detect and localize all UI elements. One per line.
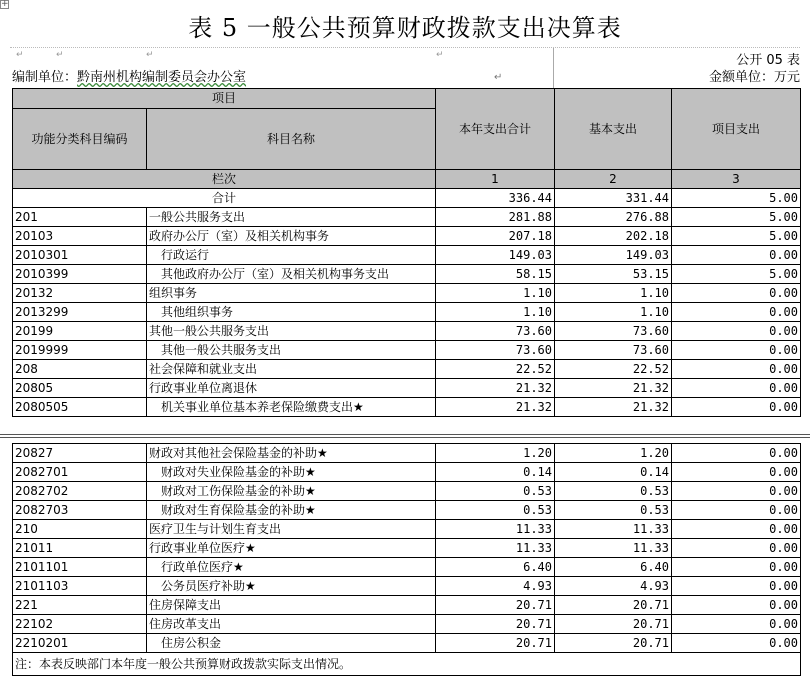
row-total: 4.93 xyxy=(436,577,555,596)
page-break-divider xyxy=(0,434,810,438)
expenditure-table-top xyxy=(12,88,801,417)
row-code: 2082701 xyxy=(13,463,147,482)
row-code: 20132 xyxy=(13,284,147,303)
header-code: 功能分类科目编码 xyxy=(13,109,147,170)
row-basic: 4.93 xyxy=(555,577,672,596)
row-basic: 73.60 xyxy=(555,322,672,341)
row-project: 0.00 xyxy=(672,379,801,398)
blank-guide-row: ↵ ↵ ↵ ↵ xyxy=(10,47,800,68)
header-seq-1: 1 xyxy=(436,170,555,189)
row-code: 20827 xyxy=(13,444,147,463)
row-code: 2080505 xyxy=(13,398,147,417)
total-basic: 331.44 xyxy=(555,189,672,208)
row-project: 0.00 xyxy=(672,444,801,463)
table-row xyxy=(13,596,801,615)
row-total: 1.10 xyxy=(436,284,555,303)
table-row xyxy=(13,284,801,303)
header-total: 本年支出合计 xyxy=(436,89,555,170)
table-move-handle-icon[interactable]: + xyxy=(1,0,9,9)
row-code: 2010301 xyxy=(13,246,147,265)
page-title: 表 5 一般公共预算财政拨款支出决算表 xyxy=(188,14,622,42)
row-project: 0.00 xyxy=(672,501,801,520)
row-name: 财政对失业保险基金的补助★ xyxy=(147,463,436,482)
table-row xyxy=(13,634,801,653)
row-name: 其他一般公共服务支出 xyxy=(147,341,436,360)
row-name: 公务员医疗补助★ xyxy=(147,577,436,596)
row-project: 0.00 xyxy=(672,398,801,417)
row-basic: 22.52 xyxy=(555,360,672,379)
row-total: 73.60 xyxy=(436,341,555,360)
row-code: 20805 xyxy=(13,379,147,398)
row-basic: 73.60 xyxy=(555,341,672,360)
row-basic: 1.10 xyxy=(555,303,672,322)
row-code: 2019999 xyxy=(13,341,147,360)
row-code: 21011 xyxy=(13,539,147,558)
row-total: 20.71 xyxy=(436,634,555,653)
row-total: 22.52 xyxy=(436,360,555,379)
row-basic: 20.71 xyxy=(555,615,672,634)
row-name: 行政事业单位医疗★ xyxy=(147,539,436,558)
header-seq-label: 栏次 xyxy=(13,170,436,189)
row-project: 0.00 xyxy=(672,360,801,379)
row-code: 20103 xyxy=(13,227,147,246)
row-total: 0.53 xyxy=(436,482,555,501)
row-code: 2101101 xyxy=(13,558,147,577)
table-row xyxy=(13,558,801,577)
row-name: 行政事业单位离退休 xyxy=(147,379,436,398)
row-basic: 1.20 xyxy=(555,444,672,463)
form-code: 公开 05 表 xyxy=(736,53,800,68)
row-total: 1.20 xyxy=(436,444,555,463)
row-code: 22102 xyxy=(13,615,147,634)
row-code: 208 xyxy=(13,360,147,379)
row-project: 0.00 xyxy=(672,558,801,577)
cell-mark: ↵ xyxy=(494,72,503,83)
table-row xyxy=(13,246,801,265)
org-name: 黔南州机构编制委员会办公室 xyxy=(77,70,247,85)
row-code: 2082702 xyxy=(13,482,147,501)
header-project: 项目支出 xyxy=(672,89,801,170)
row-total: 0.14 xyxy=(436,463,555,482)
row-name: 组织事务 xyxy=(147,284,436,303)
row-name: 住房保障支出 xyxy=(147,596,436,615)
row-project: 0.00 xyxy=(672,596,801,615)
table-row xyxy=(13,265,801,284)
row-name: 政府办公厅（室）及相关机构事务 xyxy=(147,227,436,246)
total-amount: 336.44 xyxy=(436,189,555,208)
row-project: 5.00 xyxy=(672,265,801,284)
unit-label: 金额单位：万元 xyxy=(708,70,800,85)
row-total: 1.10 xyxy=(436,303,555,322)
row-basic: 276.88 xyxy=(555,208,672,227)
row-total: 11.33 xyxy=(436,539,555,558)
row-basic: 21.32 xyxy=(555,379,672,398)
header-name: 科目名称 xyxy=(147,109,436,170)
table-row xyxy=(13,379,801,398)
row-project: 0.00 xyxy=(672,246,801,265)
row-code: 20199 xyxy=(13,322,147,341)
table-row xyxy=(13,398,801,417)
org-label: 编制单位： xyxy=(12,70,78,85)
header-basic: 基本支出 xyxy=(555,89,672,170)
row-project: 0.00 xyxy=(672,463,801,482)
row-basic: 0.53 xyxy=(555,482,672,501)
row-project: 0.00 xyxy=(672,539,801,558)
row-total: 58.15 xyxy=(436,265,555,284)
row-code: 210 xyxy=(13,520,147,539)
row-name: 机关事业单位基本养老保险缴费支出★ xyxy=(147,398,436,417)
row-name: 住房改革支出 xyxy=(147,615,436,634)
row-project: 0.00 xyxy=(672,303,801,322)
row-project: 0.00 xyxy=(672,634,801,653)
row-basic: 0.14 xyxy=(555,463,672,482)
row-basic: 149.03 xyxy=(555,246,672,265)
row-code: 2082703 xyxy=(13,501,147,520)
row-basic: 6.40 xyxy=(555,558,672,577)
row-code: 221 xyxy=(13,596,147,615)
total-project: 5.00 xyxy=(672,189,801,208)
row-name: 其他组织事务 xyxy=(147,303,436,322)
org-line xyxy=(12,68,246,88)
row-name: 财政对工伤保险基金的补助★ xyxy=(147,482,436,501)
row-total: 149.03 xyxy=(436,246,555,265)
row-total: 73.60 xyxy=(436,322,555,341)
row-project: 0.00 xyxy=(672,284,801,303)
row-project: 0.00 xyxy=(672,520,801,539)
table-row xyxy=(13,463,801,482)
row-name: 其他一般公共服务支出 xyxy=(147,322,436,341)
table-row xyxy=(13,539,801,558)
table-row xyxy=(13,501,801,520)
table-row xyxy=(13,322,801,341)
row-name: 一般公共服务支出 xyxy=(147,208,436,227)
row-total: 20.71 xyxy=(436,615,555,634)
expenditure-table-bottom xyxy=(12,443,801,676)
header-seq-2: 2 xyxy=(555,170,672,189)
table-row xyxy=(13,303,801,322)
row-basic: 11.33 xyxy=(555,539,672,558)
table-row xyxy=(13,577,801,596)
row-code: 2010399 xyxy=(13,265,147,284)
total-label: 合计 xyxy=(13,189,436,208)
table-row xyxy=(13,615,801,634)
row-total: 6.40 xyxy=(436,558,555,577)
row-basic: 20.71 xyxy=(555,596,672,615)
row-name: 财政对生育保险基金的补助★ xyxy=(147,501,436,520)
row-basic: 53.15 xyxy=(555,265,672,284)
table-note: 注：本表反映部门本年度一般公共预算财政拨款实际支出情况。 xyxy=(13,653,801,676)
row-basic: 21.32 xyxy=(555,398,672,417)
header-seq-3: 3 xyxy=(672,170,801,189)
header-group: 项目 xyxy=(13,89,436,109)
table-row xyxy=(13,227,801,246)
row-project: 0.00 xyxy=(672,482,801,501)
row-name: 社会保障和就业支出 xyxy=(147,360,436,379)
row-code: 2101103 xyxy=(13,577,147,596)
table-row xyxy=(13,444,801,463)
row-code: 201 xyxy=(13,208,147,227)
row-total: 281.88 xyxy=(436,208,555,227)
row-code: 2210201 xyxy=(13,634,147,653)
table-row xyxy=(13,482,801,501)
unit-info-row xyxy=(12,68,800,88)
table-row xyxy=(13,520,801,539)
row-project: 0.00 xyxy=(672,615,801,634)
row-total: 11.33 xyxy=(436,520,555,539)
row-project: 0.00 xyxy=(672,322,801,341)
row-total: 21.32 xyxy=(436,398,555,417)
row-project: 5.00 xyxy=(672,227,801,246)
row-code: 2013299 xyxy=(13,303,147,322)
row-basic: 11.33 xyxy=(555,520,672,539)
row-project: 0.00 xyxy=(672,577,801,596)
table-row xyxy=(13,360,801,379)
row-name: 财政对其他社会保险基金的补助★ xyxy=(147,444,436,463)
row-name: 其他政府办公厅（室）及相关机构事务支出 xyxy=(147,265,436,284)
row-name: 住房公积金 xyxy=(147,634,436,653)
row-name: 行政单位医疗★ xyxy=(147,558,436,577)
row-total: 207.18 xyxy=(436,227,555,246)
row-project: 0.00 xyxy=(672,341,801,360)
row-basic: 1.10 xyxy=(555,284,672,303)
row-total: 20.71 xyxy=(436,596,555,615)
row-name: 行政运行 xyxy=(147,246,436,265)
row-total: 0.53 xyxy=(436,501,555,520)
table-row xyxy=(13,341,801,360)
row-project: 5.00 xyxy=(672,208,801,227)
row-total: 21.32 xyxy=(436,379,555,398)
row-basic: 202.18 xyxy=(555,227,672,246)
row-basic: 20.71 xyxy=(555,634,672,653)
row-basic: 0.53 xyxy=(555,501,672,520)
table-row xyxy=(13,208,801,227)
row-name: 医疗卫生与计划生育支出 xyxy=(147,520,436,539)
